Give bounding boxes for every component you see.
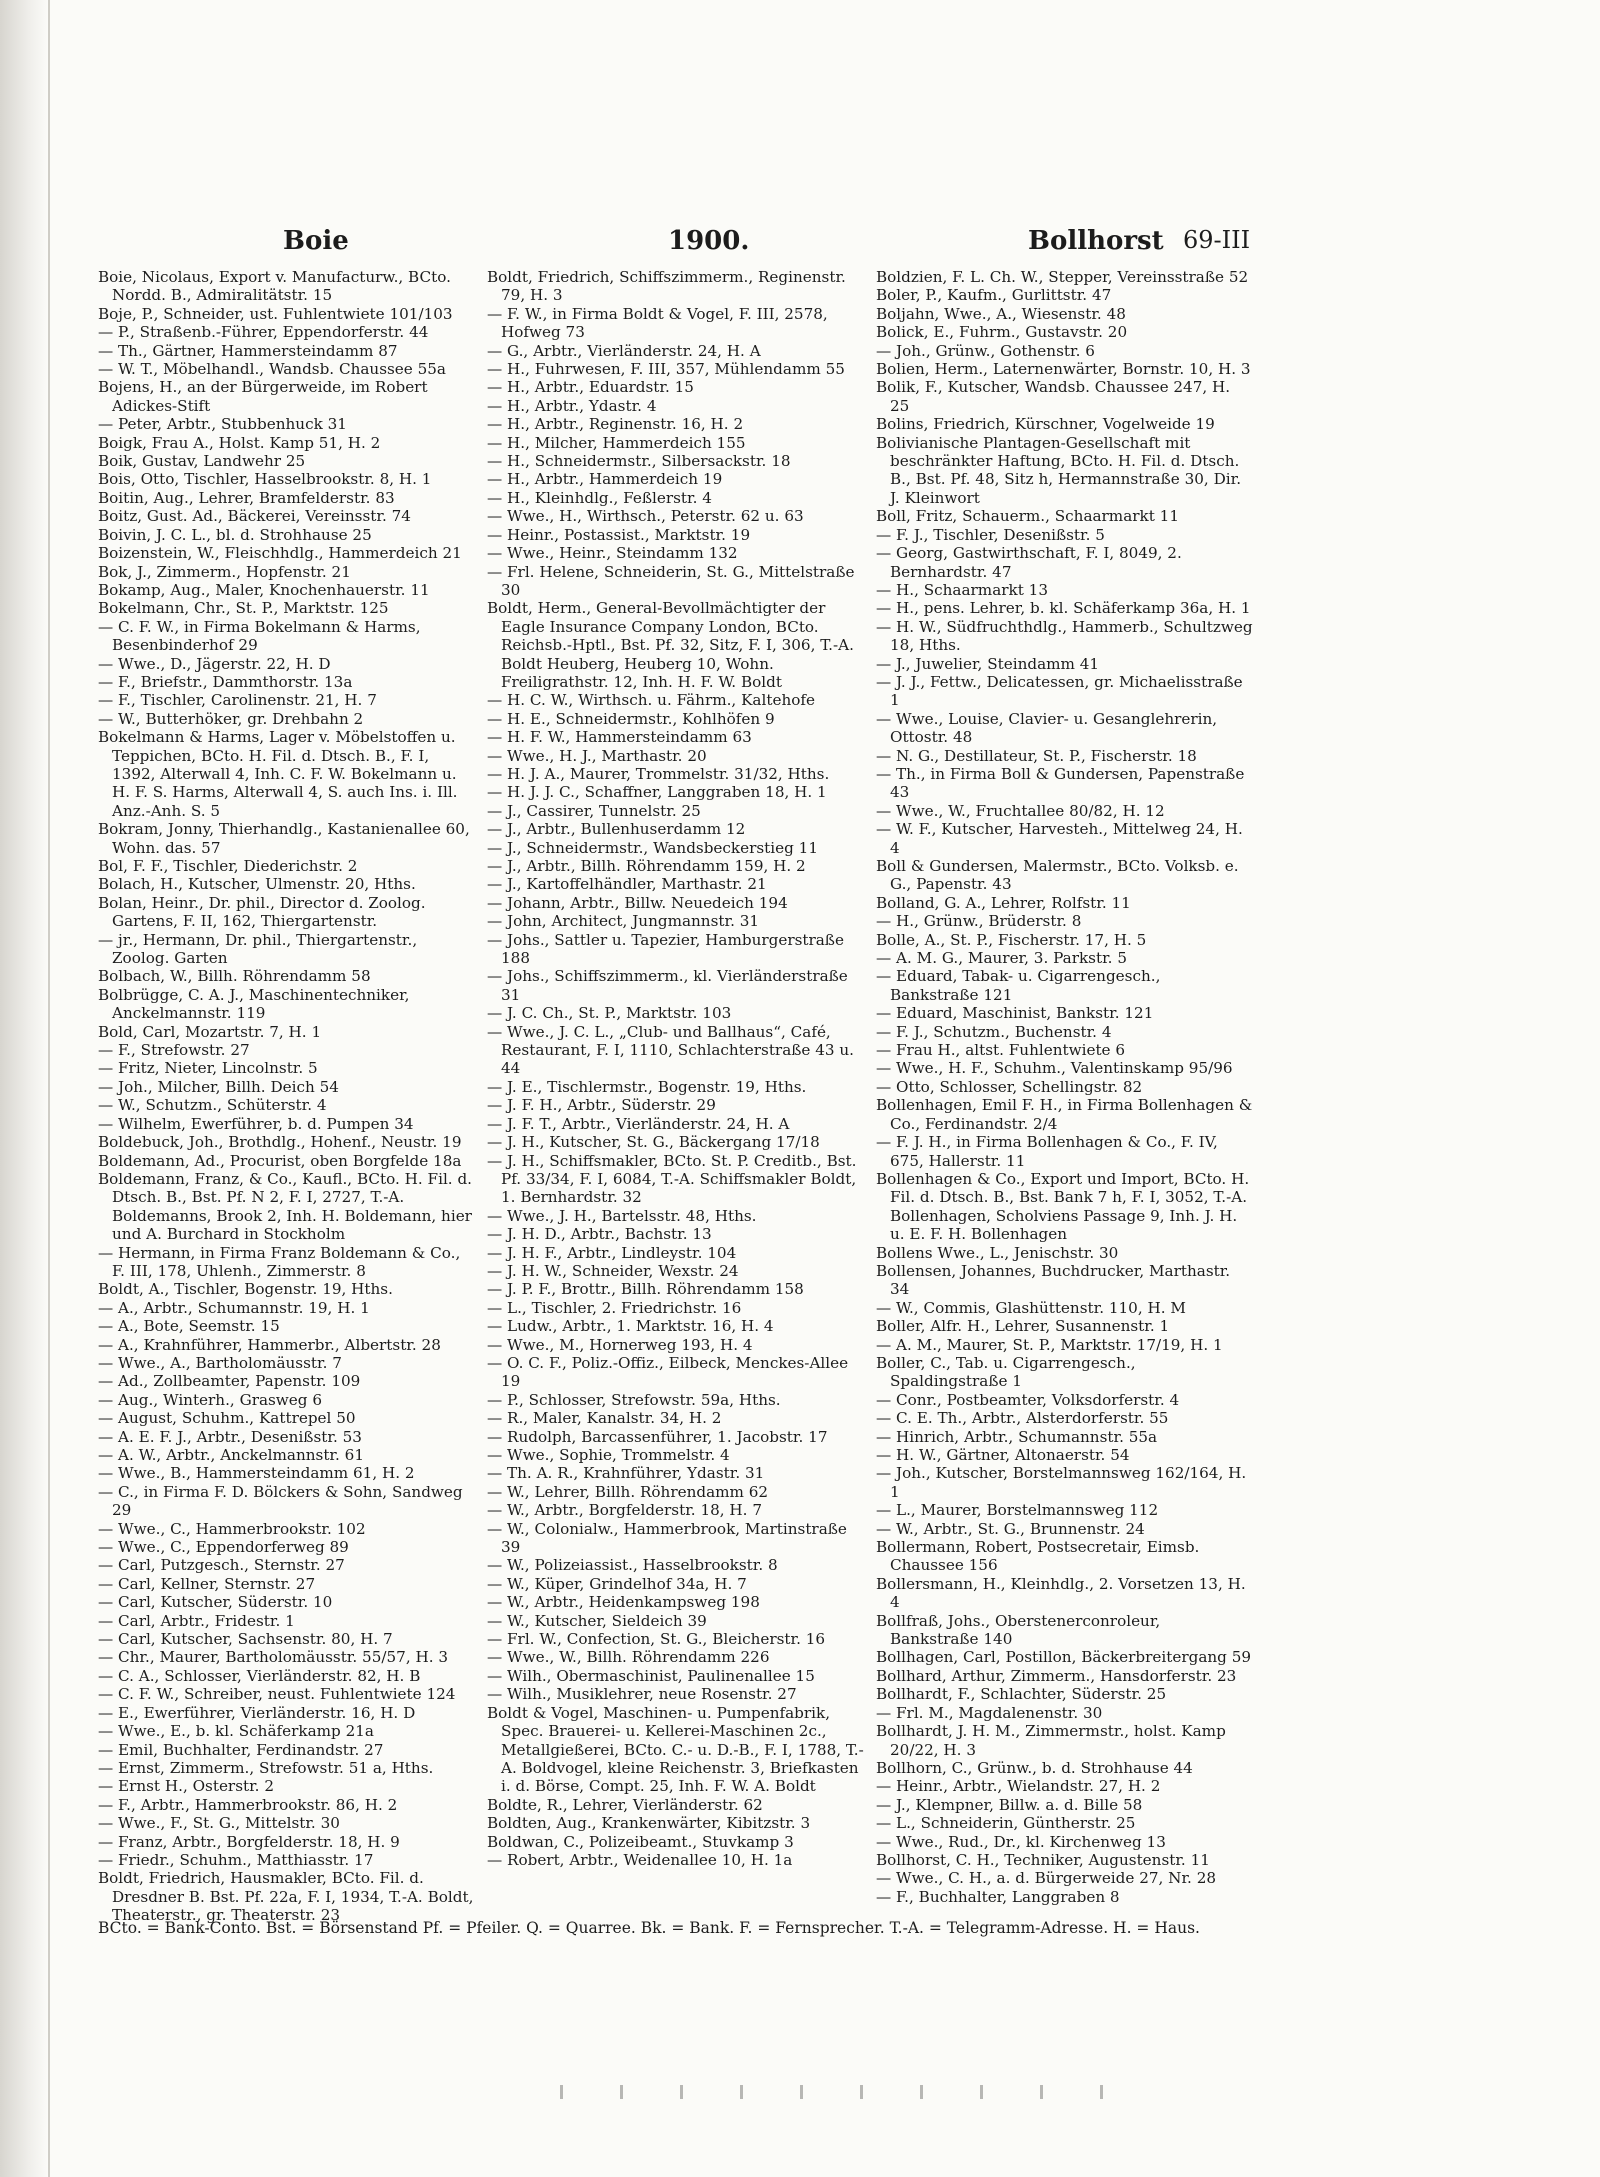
- directory-entry: — W. F., Kutscher, Harvesteh., Mittelweg 24, H. 4: [876, 820, 1243, 857]
- directory-entry: Bolick, E., Fuhrm., Gustavstr. 20: [876, 323, 1128, 342]
- directory-entry: — jr., Hermann, Dr. phil., Thiergartenstr., Zoolog. Garten: [98, 930, 418, 968]
- directory-entry: — Wwe., C., Hammerbrookstr. 102: [98, 1519, 366, 1538]
- directory-entry: — J., Arbtr., Billh. Röhrendamm 159, H. 2: [487, 857, 806, 875]
- directory-entry: — Peter, Arbtr., Stubbenhuck 31: [98, 415, 347, 434]
- directory-entry: — P., Schlosser, Strefowstr. 59a, Hths.: [487, 1390, 781, 1409]
- directory-entry: Boler, P., Kaufm., Gurlittstr. 47: [876, 286, 1112, 305]
- directory-entry: Bollhagen, Carl, Postillon, Bäckerbreitergang 59: [876, 1648, 1252, 1667]
- directory-entry: — H., Grünw., Brüderstr. 8: [876, 912, 1082, 931]
- directory-entry: Boller, Alfr. H., Lehrer, Susannenstr. 1: [876, 1317, 1170, 1336]
- directory-entry: — W., Arbtr., Heidenkampsweg 198: [487, 1593, 760, 1612]
- directory-entry: — Wwe., H. J., Marthastr. 20: [487, 746, 707, 765]
- directory-entry: Boldemann, Franz, & Co., Kaufl., BCto. H. Fil. d. Dtsch. B., Bst. Pf. N 2, F. I, 2727, T.-A. Boldemanns, Brook 2, Inh. H. Boldemann, hier und A. Burchard in Stockholm: [98, 1169, 473, 1244]
- directory-entry: — Wwe., W., Billh. Röhrendamm 226: [487, 1648, 770, 1667]
- directory-entry: — Ad., Zollbeamter, Papenstr. 109: [98, 1372, 361, 1391]
- directory-entry: — J. H., Schiffsmakler, BCto. St. P. Creditb., Bst. Pf. 33/34, F. I, 6084, T.-A. Schiffsmakler Boldt, 1. Bernhardstr. 32: [487, 1151, 857, 1207]
- directory-entry: Bolach, H., Kutscher, Ulmenstr. 20, Hths.: [98, 875, 416, 894]
- directory-entry: — W., Lehrer, Billh. Röhrendamm 62: [487, 1482, 769, 1501]
- directory-entry: Bolins, Friedrich, Kürschner, Vogelweide 19: [876, 415, 1215, 434]
- directory-columns: [98, 268, 1253, 1925]
- column-right: [876, 268, 1253, 1906]
- directory-entry: Boje, P., Schneider, ust. Fuhlentwiete 101/103: [98, 304, 453, 323]
- directory-entry: Boll & Gundersen, Malermstr., BCto. Volksb. e. G., Papenstr. 43: [876, 857, 1239, 894]
- directory-entry: — C. F. W., Schreiber, neust. Fuhlentwiete 124: [98, 1685, 456, 1704]
- directory-entry: Boldte, R., Lehrer, Vierländerstr. 62: [487, 1795, 763, 1814]
- directory-entry: — Wwe., W., Fruchtallee 80/82, H. 12: [876, 801, 1165, 820]
- directory-entry: — J., Schneidermstr., Wandsbeckerstieg 11: [487, 838, 818, 857]
- directory-entry: Boitin, Aug., Lehrer, Bramfelderstr. 83: [98, 488, 395, 507]
- directory-entry: — Wwe., A., Bartholomäusstr. 7: [98, 1353, 342, 1372]
- directory-entry: — J. C. Ch., St. P., Marktstr. 103: [487, 1004, 732, 1023]
- directory-entry: — Wilh., Obermaschinist, Paulinenallee 15: [487, 1666, 815, 1685]
- directory-entry: Bolbrügge, C. A. J., Maschinentechniker, Anckelmannstr. 119: [98, 985, 410, 1023]
- directory-entry: Bolien, Herm., Laternenwärter, Bornstr. 10, H. 3: [876, 360, 1251, 379]
- directory-entry: Bolivianische Plantagen-Gesellschaft mit beschränkter Haftung, BCto. H. Fil. d. Dtsch. B., Bst. Pf. 48, Sitz h, Hermannstraße 30, Dir. J. Kleinwort: [876, 433, 1242, 507]
- page-number: 69-III: [1183, 226, 1251, 254]
- directory-entry: Bokamp, Aug., Maler, Knochenhauerstr. 11: [98, 580, 430, 599]
- directory-entry: Boldt, Friedrich, Schiffszimmerm., Reginenstr. 79, H. 3: [487, 268, 846, 305]
- directory-entry: — Rudolph, Barcassenführer, 1. Jacobstr. 17: [487, 1427, 828, 1446]
- directory-entry: — H. C. W., Wirthsch. u. Fährm., Kaltehofe: [487, 691, 815, 710]
- column-left: [98, 268, 475, 1925]
- directory-entry: Boitz, Gust. Ad., Bäckerei, Vereinsstr. 74: [98, 507, 411, 526]
- directory-entry: — W., Butterhöker, gr. Drehbahn 2: [98, 709, 364, 728]
- directory-entry: — L., Schneiderin, Güntherstr. 25: [876, 1814, 1136, 1833]
- directory-entry: Bollenhagen, Emil F. H., in Firma Bollenhagen & Co., Ferdinandstr. 2/4: [876, 1096, 1253, 1133]
- directory-entry: — Eduard, Maschinist, Bankstr. 121: [876, 1004, 1154, 1023]
- directory-entry: Bokelmann & Harms, Lager v. Möbelstoffen u. Teppichen, BCto. H. Fil. d. Dtsch. B., F. I, 1392, Alterwall 4, Inh. C. F. W. Bokelmann u. H. F. S. Harms, Alterwall 4, S. auch Ins. i. Ill. Anz.-Anh. S. 5: [98, 728, 458, 820]
- directory-entry: — W., Arbtr., St. G., Brunnenstr. 24: [876, 1519, 1145, 1538]
- directory-entry: Bolbach, W., Billh. Röhrendamm 58: [98, 967, 371, 986]
- directory-entry: — A. M., Maurer, St. P., Marktstr. 17/19, H. 1: [876, 1335, 1223, 1354]
- directory-entry: Bok, J., Zimmerm., Hopfenstr. 21: [98, 562, 351, 581]
- directory-entry: — Joh., Kutscher, Borstelmannsweg 162/164, H. 1: [876, 1464, 1247, 1501]
- directory-entry: Bokram, Jonny, Thierhandlg., Kastanienallee 60, Wohn. das. 57: [98, 820, 470, 857]
- directory-entry: — C., in Firma F. D. Bölckers & Sohn, Sandweg 29: [98, 1482, 463, 1520]
- directory-entry: — F., Briefstr., Dammthorstr. 13a: [98, 672, 353, 691]
- directory-entry: — Wwe., D., Jägerstr. 22, H. D: [98, 654, 331, 673]
- directory-entry: Boldten, Aug., Krankenwärter, Kibitzstr. 3: [487, 1814, 811, 1833]
- directory-entry: — H. J. A., Maurer, Trommelstr. 31/32, Hths.: [487, 764, 830, 783]
- directory-entry: — H., Milcher, Hammerdeich 155: [487, 433, 746, 452]
- directory-entry: — Joh., Milcher, Billh. Deich 54: [98, 1077, 339, 1096]
- directory-entry: Bollenhagen & Co., Export und Import, BCto. H. Fil. d. Dtsch. B., Bst. Bank 7 h, F. I, 3052, T.-A. Bollenhagen, Scholviens Passage 9, Inh. J. H. u. E. F. H. Bollenhagen: [876, 1169, 1250, 1244]
- directory-entry: — H. J. J. C., Schaffner, Langgraben 18, H. 1: [487, 783, 827, 802]
- directory-entry: — Hinrich, Arbtr., Schumannstr. 55a: [876, 1427, 1158, 1446]
- directory-entry: Bois, Otto, Tischler, Hasselbrookstr. 8, H. 1: [98, 470, 432, 489]
- directory-entry: Boigk, Frau A., Holst. Kamp 51, H. 2: [98, 433, 381, 452]
- directory-entry: — Th., Gärtner, Hammersteindamm 87: [98, 341, 398, 360]
- directory-entry: — J. H. D., Arbtr., Bachstr. 13: [487, 1225, 712, 1244]
- directory-entry: — O. C. F., Poliz.-Offiz., Eilbeck, Menckes-Allee 19: [487, 1353, 849, 1391]
- directory-entry: — J., Cassirer, Tunnelstr. 25: [487, 801, 701, 820]
- directory-entry: — Emil, Buchhalter, Ferdinandstr. 27: [98, 1740, 384, 1759]
- directory-entry: — W., Arbtr., Borgfelderstr. 18, H. 7: [487, 1501, 762, 1520]
- directory-entry: — H. W., Gärtner, Altonaerstr. 54: [876, 1446, 1130, 1464]
- page-edge-marks: [560, 2085, 1120, 2099]
- header-year: 1900.: [668, 226, 750, 256]
- directory-entry: — W., Polizeiassist., Hasselbrookstr. 8: [487, 1556, 778, 1575]
- directory-entry: — Wwe., E., b. kl. Schäferkamp 21a: [98, 1722, 374, 1741]
- directory-entry: — Frl. W., Confection, St. G., Bleicherstr. 16: [487, 1630, 826, 1649]
- directory-entry: — J. J., Fettw., Delicatessen, gr. Michaelisstraße 1: [876, 672, 1243, 710]
- directory-entry: — C. F. W., in Firma Bokelmann & Harms, Besenbinderhof 29: [98, 617, 421, 655]
- directory-entry: — H., pens. Lehrer, b. kl. Schäferkamp 36a, H. 1: [876, 599, 1251, 618]
- directory-entry: — L., Tischler, 2. Friedrichstr. 16: [487, 1298, 742, 1317]
- directory-entry: — A., Krahnführer, Hammerbr., Albertstr. 28: [98, 1335, 441, 1354]
- page-header: [98, 226, 1253, 268]
- directory-entry: — Wwe., F., St. G., Mittelstr. 30: [98, 1814, 340, 1833]
- directory-entry: Boldt, Herm., General-Bevollmächtigter der Eagle Insurance Company London, BCto. Reichsb.-Hptl., Bst. Pf. 32, Sitz, F. I, 306, T.-A. Boldt Heuberg, Heuberg 10, Wohn. Freiligrathstr. 12, Inh. H. F. W. Boldt: [487, 599, 854, 691]
- directory-entry: — C. E. Th., Arbtr., Alsterdorferstr. 55: [876, 1409, 1169, 1428]
- directory-entry: — A. M. G., Maurer, 3. Parkstr. 5: [876, 949, 1127, 968]
- directory-entry: Boizenstein, W., Fleischhdlg., Hammerdeich 21: [98, 544, 462, 563]
- directory-entry: — Wwe., C., Eppendorferweg 89: [98, 1538, 349, 1557]
- directory-entry: — Wwe., C. H., a. d. Bürgerweide 27, Nr. 28: [876, 1869, 1217, 1888]
- column-middle: [487, 268, 864, 1869]
- directory-entry: Boldt, A., Tischler, Bogenstr. 19, Hths.: [98, 1280, 393, 1299]
- directory-entry: — Wwe., Louise, Clavier- u. Gesanglehrerin, Ottostr. 48: [876, 709, 1218, 747]
- directory-entry: — Wwe., J. C. L., „Club- und Ballhaus“, Café, Restaurant, F. I, 1110, Schlachterstraße 43 u. 44: [487, 1022, 854, 1078]
- directory-entry: — H., Arbtr., Ydastr. 4: [487, 396, 657, 415]
- directory-entry: — J., Juwelier, Steindamm 41: [876, 654, 1100, 673]
- directory-entry: Bold, Carl, Mozartstr. 7, H. 1: [98, 1022, 322, 1041]
- directory-entry: — August, Schuhm., Kattrepel 50: [98, 1409, 356, 1428]
- directory-entry: Boller, C., Tab. u. Cigarrengesch., Spaldingstraße 1: [876, 1353, 1136, 1391]
- directory-entry: — Johs., Schiffszimmerm., kl. Vierländerstraße 31: [487, 967, 848, 1004]
- directory-entry: — Wwe., B., Hammersteindamm 61, H. 2: [98, 1464, 415, 1483]
- directory-entry: — J., Klempner, Billw. a. d. Bille 58: [876, 1795, 1143, 1814]
- directory-page: [98, 226, 1253, 1946]
- directory-entry: Boivin, J. C. L., bl. d. Strohhause 25: [98, 525, 372, 544]
- directory-entry: — Carl, Arbtr., Fridestr. 1: [98, 1611, 295, 1630]
- directory-entry: — H., Arbtr., Eduardstr. 15: [487, 378, 694, 397]
- directory-entry: — W., Commis, Glashüttenstr. 110, H. M: [876, 1298, 1186, 1317]
- directory-entry: — H., Arbtr., Hammerdeich 19: [487, 470, 723, 489]
- directory-entry: Bollhardt, F., Schlachter, Süderstr. 25: [876, 1685, 1167, 1704]
- directory-entry: Bollhard, Arthur, Zimmerm., Hansdorferstr. 23: [876, 1666, 1237, 1685]
- directory-entry: — C. A., Schlosser, Vierländerstr. 82, H. B: [98, 1666, 421, 1685]
- directory-entry: — J., Arbtr., Bullenhuserdamm 12: [487, 820, 746, 839]
- directory-entry: Bollfraß, Johs., Oberstenerconroleur, Bankstraße 140: [876, 1611, 1161, 1649]
- directory-entry: — Frl. M., Magdalenenstr. 30: [876, 1703, 1103, 1722]
- directory-entry: — Aug., Winterh., Grasweg 6: [98, 1390, 323, 1409]
- directory-entry: Boie, Nicolaus, Export v. Manufacturw., BCto. Nordd. B., Admiralitätstr. 15: [98, 268, 451, 305]
- directory-entry: — Wwe., H., Wirthsch., Peterstr. 62 u. 63: [487, 507, 804, 526]
- directory-entry: — A. E. F. J., Arbtr., Desenißstr. 53: [98, 1427, 362, 1446]
- directory-entry: Bolland, G. A., Lehrer, Rolfstr. 11: [876, 893, 1131, 912]
- directory-entry: — H., Kleinhdlg., Feßlerstr. 4: [487, 488, 712, 507]
- directory-entry: Bollersmann, H., Kleinhdlg., 2. Vorsetzen 13, H. 4: [876, 1574, 1246, 1612]
- directory-entry: — Heinr., Postassist., Marktstr. 19: [487, 525, 751, 544]
- directory-entry: — G., Arbtr., Vierländerstr. 24, H. A: [487, 341, 761, 360]
- directory-entry: — Heinr., Arbtr., Wielandstr. 27, H. 2: [876, 1777, 1161, 1796]
- directory-entry: — Frau H., altst. Fuhlentwiete 6: [876, 1041, 1126, 1060]
- directory-entry: — Franz, Arbtr., Borgfelderstr. 18, H. 9: [98, 1832, 400, 1851]
- directory-entry: — Georg, Gastwirthschaft, F. I, 8049, 2. Bernhardstr. 47: [876, 544, 1182, 581]
- directory-entry: — W. T., Möbelhandl., Wandsb. Chaussee 55a: [98, 360, 446, 379]
- directory-entry: — P., Straßenb.-Führer, Eppendorferstr. 44: [98, 323, 429, 342]
- directory-entry: — J. H. W., Schneider, Wexstr. 24: [487, 1261, 739, 1280]
- directory-entry: — F., Buchhalter, Langgraben 8: [876, 1887, 1120, 1906]
- directory-entry: — H., Fuhrwesen, F. III, 357, Mühlendamm 55: [487, 360, 845, 379]
- directory-entry: — Eduard, Tabak- u. Cigarrengesch., Bankstraße 121: [876, 967, 1161, 1004]
- directory-entry: Bolan, Heinr., Dr. phil., Director d. Zoolog. Gartens, F. II, 162, Thiergartenstr.: [98, 893, 426, 931]
- directory-entry: — Wilh., Musiklehrer, neue Rosenstr. 27: [487, 1685, 797, 1704]
- directory-entry: — Wilhelm, Ewerführer, b. d. Pumpen 34: [98, 1114, 414, 1133]
- directory-entry: — John, Architect, Jungmannstr. 31: [487, 912, 760, 931]
- directory-entry: Boik, Gustav, Landwehr 25: [98, 452, 306, 471]
- directory-entry: — F., Arbtr., Hammerbrookstr. 86, H. 2: [98, 1795, 398, 1814]
- directory-entry: — Ernst H., Osterstr. 2: [98, 1777, 274, 1796]
- directory-entry: — R., Maler, Kanalstr. 34, H. 2: [487, 1409, 722, 1428]
- directory-entry: — H., Schneidermstr., Silbersackstr. 18: [487, 452, 791, 471]
- directory-entry: Bollens Wwe., L., Jenischstr. 30: [876, 1243, 1119, 1262]
- directory-entry: Boll, Fritz, Schauerm., Schaarmarkt 11: [876, 507, 1179, 526]
- directory-entry: — Ludw., Arbtr., 1. Marktstr. 16, H. 4: [487, 1317, 774, 1336]
- abbreviations-footer: BCto. = Bank-Conto. Bst. = Börsenstand Pf. = Pfeiler. Q. = Quarree. Bk. = Bank. F. = Fernsprecher. T.-A. = Telegramm-Adresse. H. = Haus.: [98, 1919, 1200, 1937]
- directory-entry: — Wwe., Rud., Dr., kl. Kirchenweg 13: [876, 1832, 1166, 1851]
- book-binding-edge: [0, 0, 50, 2177]
- directory-entry: — J. E., Tischlermstr., Bogenstr. 19, Hths.: [487, 1077, 807, 1096]
- directory-entry: — Ernst, Zimmerm., Strefowstr. 51 a, Hths.: [98, 1758, 434, 1777]
- directory-entry: — E., Ewerführer, Vierländerstr. 16, H. D: [98, 1703, 416, 1722]
- directory-entry: Bollhardt, J. H. M., Zimmermstr., holst. Kamp 20/22, H. 3: [876, 1722, 1226, 1759]
- directory-entry: — Carl, Putzgesch., Sternstr. 27: [98, 1556, 345, 1575]
- directory-entry: Bojens, H., an der Bürgerweide, im Robert Adickes-Stift: [98, 378, 428, 415]
- directory-entry: — F., Tischler, Carolinenstr. 21, H. 7: [98, 691, 377, 710]
- directory-entry: Boldwan, C., Polizeibeamt., Stuvkamp 3: [487, 1832, 794, 1851]
- directory-entry: Bollhorn, C., Grünw., b. d. Strohhause 44: [876, 1758, 1193, 1777]
- directory-entry: — J., Kartoffelhändler, Marthastr. 21: [487, 875, 767, 894]
- directory-entry: — Johs., Sattler u. Tapezier, Hamburgerstraße 188: [487, 930, 844, 968]
- directory-entry: — Otto, Schlosser, Schellingstr. 82: [876, 1077, 1143, 1096]
- directory-entry: — Fritz, Nieter, Lincolnstr. 5: [98, 1059, 318, 1078]
- directory-entry: Bolik, F., Kutscher, Wandsb. Chaussee 247, H. 25: [876, 378, 1231, 415]
- directory-entry: — Wwe., H. F., Schuhm., Valentinskamp 95/96: [876, 1059, 1233, 1078]
- directory-entry: — J. P. F., Brottr., Billh. Röhrendamm 158: [487, 1280, 804, 1299]
- directory-entry: — Chr., Maurer, Bartholomäusstr. 55/57, H. 3: [98, 1648, 449, 1667]
- directory-entry: — Th., in Firma Boll & Gundersen, Papenstraße 43: [876, 764, 1245, 802]
- header-left-keyword: Boie: [283, 226, 349, 256]
- directory-entry: — W., Küper, Grindelhof 34a, H. 7: [487, 1574, 747, 1593]
- directory-entry: — Wwe., Sophie, Trommelstr. 4: [487, 1446, 730, 1464]
- directory-entry: Bolle, A., St. P., Fischerstr. 17, H. 5: [876, 930, 1147, 949]
- directory-entry: — W., Colonialw., Hammerbrook, Martinstraße 39: [487, 1519, 847, 1557]
- directory-entry: — W., Kutscher, Sieldeich 39: [487, 1611, 707, 1630]
- directory-entry: — H., Schaarmarkt 13: [876, 580, 1048, 599]
- directory-entry: — J. H., Kutscher, St. G., Bäckergang 17/18: [487, 1133, 820, 1152]
- directory-entry: — F. W., in Firma Boldt & Vogel, F. III, 2578, Hofweg 73: [487, 304, 828, 342]
- directory-entry: — W., Schutzm., Schüterstr. 4: [98, 1096, 327, 1115]
- directory-entry: — J. H. F., Arbtr., Lindleystr. 104: [487, 1243, 737, 1262]
- directory-entry: Bol, F. F., Tischler, Diederichstr. 2: [98, 857, 358, 875]
- directory-entry: — Carl, Kellner, Sternstr. 27: [98, 1574, 316, 1593]
- directory-entry: — F. J., Schutzm., Buchenstr. 4: [876, 1022, 1112, 1041]
- directory-entry: Boldt & Vogel, Maschinen- u. Pumpenfabrik, Spec. Brauerei- u. Kellerei-Maschinen 2c., Metallgießerei, BCto. C.- u. D.-B., F. I, 1788, T.-A. Boldvogel, kleine Reichenstr. 3, Briefkasten i. d. Börse, Compt. 25, Inh. F. W. A. Boldt: [487, 1703, 864, 1796]
- directory-entry: — F. J., Tischler, Desenißstr. 5: [876, 525, 1105, 544]
- directory-entry: — Friedr., Schuhm., Matthiasstr. 17: [98, 1850, 374, 1869]
- directory-entry: — Joh., Grünw., Gothenstr. 6: [876, 341, 1095, 360]
- directory-entry: — Frl. Helene, Schneiderin, St. G., Mittelstraße 30: [487, 562, 855, 599]
- directory-entry: — Carl, Kutscher, Sachsenstr. 80, H. 7: [98, 1630, 393, 1649]
- directory-entry: — L., Maurer, Borstelmannsweg 112: [876, 1501, 1159, 1520]
- directory-entry: — Carl, Kutscher, Süderstr. 10: [98, 1593, 333, 1612]
- header-right-keyword: Bollhorst: [1028, 226, 1164, 256]
- directory-entry: — Hermann, in Firma Franz Boldemann & Co., F. III, 178, Uhlenh., Zimmerstr. 8: [98, 1243, 461, 1280]
- directory-entry: — Johann, Arbtr., Billw. Neuedeich 194: [487, 893, 788, 912]
- directory-entry: — Th. A. R., Krahnführer, Ydastr. 31: [487, 1464, 765, 1483]
- directory-entry: Boldebuck, Joh., Brothdlg., Hohenf., Neustr. 19: [98, 1133, 462, 1152]
- directory-entry: — A., Arbtr., Schumannstr. 19, H. 1: [98, 1298, 370, 1317]
- directory-entry: Bollermann, Robert, Postsecretair, Eimsb. Chaussee 156: [876, 1538, 1200, 1575]
- directory-entry: Boldt, Friedrich, Hausmakler, BCto. Fil. d. Dresdner B. Bst. Pf. 22a, F. I, 1934, T.-A. Boldt, Theaterstr., gr. Theaterstr. 23: [98, 1869, 474, 1925]
- directory-entry: — Wwe., Heinr., Steindamm 132: [487, 544, 738, 563]
- directory-entry: — A., Bote, Seemstr. 15: [98, 1317, 280, 1336]
- directory-entry: — A. W., Arbtr., Anckelmannstr. 61: [98, 1446, 364, 1464]
- directory-entry: Boljahn, Wwe., A., Wiesenstr. 48: [876, 304, 1126, 323]
- directory-entry: — F., Strefowstr. 27: [98, 1041, 250, 1060]
- directory-entry: Bokelmann, Chr., St. P., Marktstr. 125: [98, 599, 389, 618]
- directory-entry: — H. W., Südfruchthdlg., Hammerb., Schultzweg 18, Hths.: [876, 617, 1253, 655]
- directory-entry: — H. F. W., Hammersteindamm 63: [487, 728, 752, 747]
- directory-entry: — H. E., Schneidermstr., Kohlhöfen 9: [487, 709, 775, 728]
- directory-entry: Boldzien, F. L. Ch. W., Stepper, Vereinsstraße 52: [876, 268, 1249, 286]
- directory-entry: — J. F. H., Arbtr., Süderstr. 29: [487, 1096, 716, 1115]
- directory-entry: — Robert, Arbtr., Weidenallee 10, H. 1a: [487, 1850, 793, 1869]
- directory-entry: — Conr., Postbeamter, Volksdorferstr. 4: [876, 1390, 1180, 1409]
- directory-entry: — Wwe., M., Hornerweg 193, H. 4: [487, 1335, 753, 1354]
- directory-entry: Bollhorst, C. H., Techniker, Augustenstr. 11: [876, 1850, 1210, 1869]
- directory-entry: — N. G., Destillateur, St. P., Fischerstr. 18: [876, 746, 1197, 765]
- directory-entry: Boldemann, Ad., Procurist, oben Borgfelde 18a: [98, 1151, 462, 1170]
- directory-entry: Bollensen, Johannes, Buchdrucker, Marthastr. 34: [876, 1261, 1231, 1299]
- directory-entry: — J. F. T., Arbtr., Vierländerstr. 24, H. A: [487, 1114, 790, 1133]
- directory-entry: — Wwe., J. H., Bartelsstr. 48, Hths.: [487, 1206, 757, 1225]
- directory-entry: — H., Arbtr., Reginenstr. 16, H. 2: [487, 415, 744, 434]
- directory-entry: — F. J. H., in Firma Bollenhagen & Co., F. IV, 675, Hallerstr. 11: [876, 1133, 1218, 1170]
